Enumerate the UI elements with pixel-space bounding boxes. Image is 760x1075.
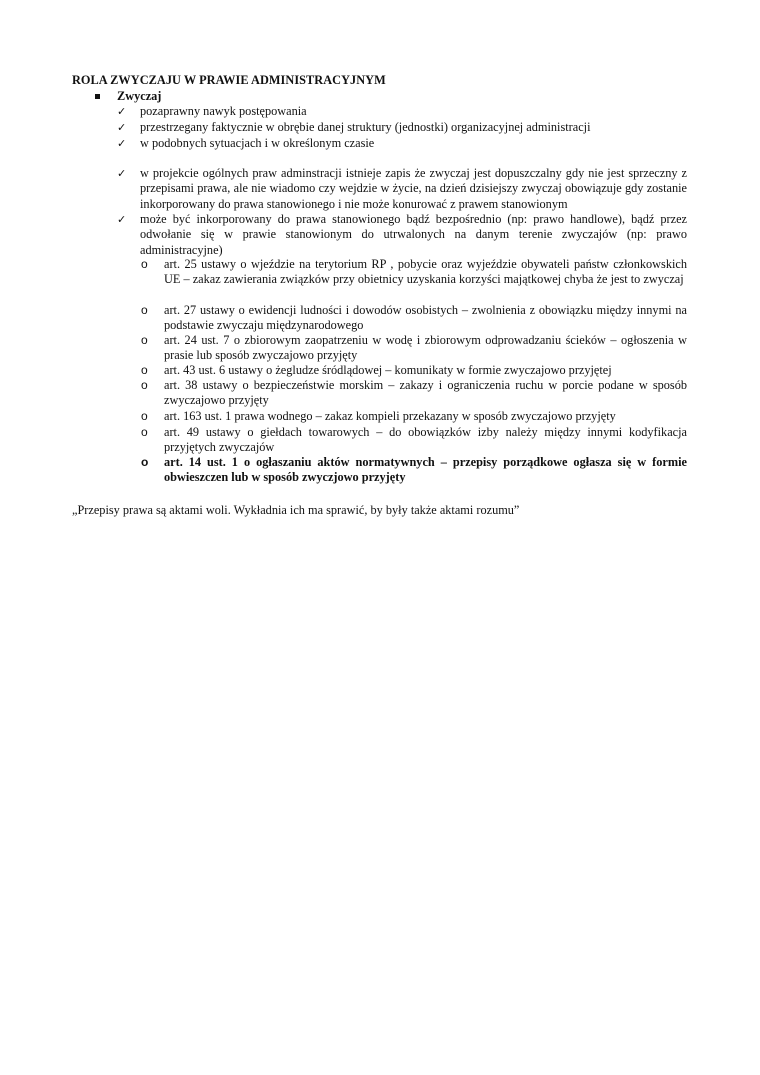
list-item-text: art. 49 ustawy o giełdach towarowych – do obowiązków izby należy między innymi kodyfikacja przyjętych zwyczajów — [164, 425, 687, 455]
list-item-text: art. 43 ust. 6 ustawy o żegludze śródlądowej – komunikaty w formie zwyczajowo przyjętej — [164, 363, 612, 377]
list-item — [141, 425, 687, 456]
checkmark-icon: ✓ — [117, 137, 127, 150]
circle-bullet-icon: o — [141, 378, 148, 392]
closing-quote: „Przepisy prawa są aktami woli. Wykładnia ich ma sprawić, by były także aktami rozumu” — [72, 503, 520, 517]
check-item-text: w projekcie ogólnych praw adminstracji istnieje zapis że zwyczaj jest dopuszczalny gdy nie jest sprzeczny z przepisami prawa, ale nie wiadomo czy wejdzie w życie, na dzień dzisiejszy zwyczaj obowiązuje gdy zostanie inkorporowany do prawa stanowionego i nie może konurować z prawem stanowionym — [140, 166, 687, 211]
check-item — [117, 212, 687, 258]
list-item — [141, 409, 687, 424]
circle-bullet-icon: o — [141, 363, 148, 377]
list-item-text: art. 14 ust. 1 o ogłaszaniu aktów normatywnych – przepisy porządkowe ogłasza się w formie obwieszczen lub w sposób zwyczjowo przyjęty — [164, 455, 687, 485]
document-title: ROLA ZWYCZAJU W PRAWIE ADMINISTRACYJNYM — [72, 73, 386, 87]
circle-bullet-icon: o — [141, 425, 148, 439]
list-item — [141, 378, 687, 409]
heading-text: Zwyczaj — [117, 89, 162, 103]
list-item — [141, 363, 687, 378]
check-item-text: przestrzegany faktycznie w obrębie danej struktury (jednostki) organizacyjnej administracji — [140, 120, 591, 134]
check-item — [117, 136, 687, 151]
check-item — [117, 120, 687, 135]
check-item — [117, 104, 687, 119]
circle-bullet-icon: o — [141, 257, 148, 271]
circle-bullet-icon: o — [141, 455, 149, 469]
list-item-text: art. 24 ust. 7 o zbiorowym zaopatrzeniu w wodę i zbiorowym odprowadzaniu ścieków – ogłoszenia w prasie lub sposób zwyczajowo przyjęty — [164, 333, 687, 363]
list-item-text: art. 27 ustawy o ewidencji ludności i dowodów osobistych – zwolnienia z obowiązku między innymi na podstawie zwyczaju międzynarodowego — [164, 303, 687, 333]
list-item-text: art. 163 ust. 1 prawa wodnego – zakaz kompieli przekazany w sposób zwyczajowo przyjęty — [164, 409, 616, 423]
list-item-text: art. 25 ustawy o wjeździe na terytorium RP , pobycie oraz wyjeździe obywateli państw członkowskich UE – zakaz zawierania związków przy obietnicy uzyskania korzyści majątkowej chyba że jest to zwyczaj — [164, 257, 687, 287]
list-item — [141, 303, 687, 334]
circle-bullet-icon: o — [141, 333, 148, 347]
list-item — [141, 257, 687, 288]
check-item-text: może być inkorporowany do prawa stanowionego bądź bezpośrednio (np: prawo handlowe), bądź przez odwołanie się w prawie stanowionym do utrwalonych na danym terenie zwyczajów (np: prawo administracyjne) — [140, 212, 687, 257]
list-item — [141, 333, 687, 364]
circle-bullet-icon: o — [141, 409, 148, 423]
square-bullet-icon — [95, 94, 100, 99]
check-item — [117, 166, 687, 212]
check-item-text: w podobnych sytuacjach i w określonym czasie — [140, 136, 375, 150]
circle-bullet-icon: o — [141, 303, 148, 317]
list-item-text: art. 38 ustawy o bezpieczeństwie morskim – zakazy i ograniczenia ruchu w porcie podane w sposób zwyczajowo przyjęty — [164, 378, 687, 408]
checkmark-icon: ✓ — [117, 213, 127, 226]
check-item-text: pozaprawny nawyk postępowania — [140, 104, 307, 118]
checkmark-icon: ✓ — [117, 121, 127, 134]
list-item-bold — [141, 455, 687, 486]
checkmark-icon: ✓ — [117, 167, 127, 180]
checkmark-icon: ✓ — [117, 105, 127, 118]
